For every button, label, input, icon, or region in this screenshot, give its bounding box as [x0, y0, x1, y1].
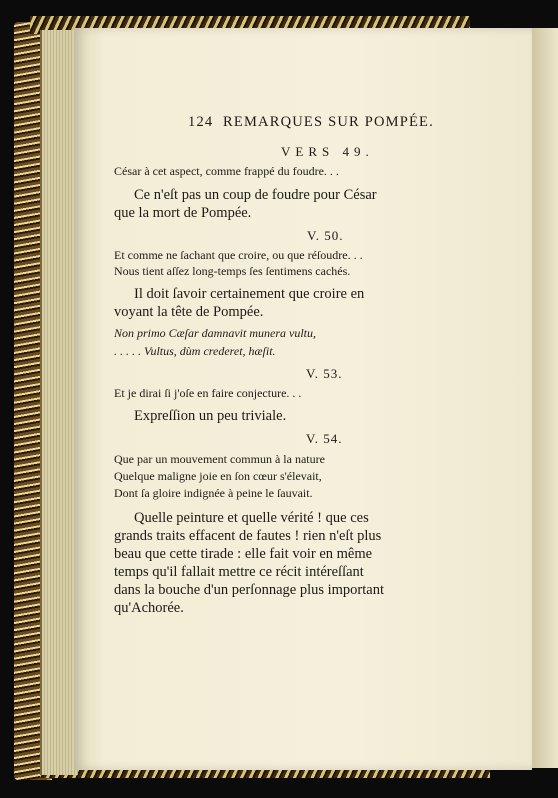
- quote-line: Dont ſa gloire indignée à peine le ſauvait.: [114, 486, 313, 500]
- latin-quote-line: . . . . . Vultus, dùm crederet, hæſit.: [114, 344, 276, 358]
- quote-line: César à cet aspect, comme frappé du foudre. . .: [114, 164, 339, 178]
- quote-line: Nous tient aſſez long-temps ſes ſentimens cachés.: [114, 264, 351, 278]
- running-title: REMARQUES SUR POMPÉE.: [223, 114, 434, 130]
- verse-marker: V. 54.: [306, 431, 343, 446]
- latin-quote-line: Non primo Cæſar damnavit munera vultu,: [114, 326, 317, 340]
- commentary-line: qu'Achorée.: [114, 600, 184, 616]
- commentary-line: dans la bouche d'un perſonnage plus important: [114, 582, 384, 598]
- verse-marker: V. 50.: [307, 228, 344, 243]
- commentary-line: beau que cette tirade : elle fait voir en même: [114, 546, 373, 562]
- quote-line: Quelque maligne joie en ſon cœur s'élevait,: [114, 469, 322, 483]
- verse-marker: VERS 49.: [281, 144, 374, 159]
- facing-page-edge: [528, 28, 558, 768]
- commentary-line: Ce n'eſt pas un coup de foudre pour César: [134, 187, 377, 203]
- commentary-line: temps qu'il fallait mettre ce récit intéreſſant: [114, 564, 364, 580]
- commentary-line: Il doit ſavoir certainement que croire en: [134, 286, 365, 302]
- page-number: 124: [188, 114, 214, 130]
- page-header: [188, 114, 434, 131]
- quote-line: Et comme ne ſachant que croire, ou que réſoudre. . .: [114, 248, 363, 262]
- page-edges: [40, 30, 78, 775]
- commentary-line: grands traits effacent de fautes ! rien n'eſt plus: [114, 528, 382, 544]
- commentary-line: voyant la tête de Pompée.: [114, 304, 264, 320]
- book-page: [74, 28, 532, 770]
- quote-line: Et je dirai ſi j'oſe en faire conjecture. . .: [114, 386, 302, 400]
- quote-line: Que par un mouvement commun à la nature: [114, 452, 325, 466]
- commentary-line: Expreſſion un peu triviale.: [134, 408, 287, 424]
- commentary-line: que la mort de Pompée.: [114, 205, 252, 221]
- verse-marker: V. 53.: [306, 366, 343, 381]
- commentary-line: Quelle peinture et quelle vérité ! que ces: [134, 510, 369, 526]
